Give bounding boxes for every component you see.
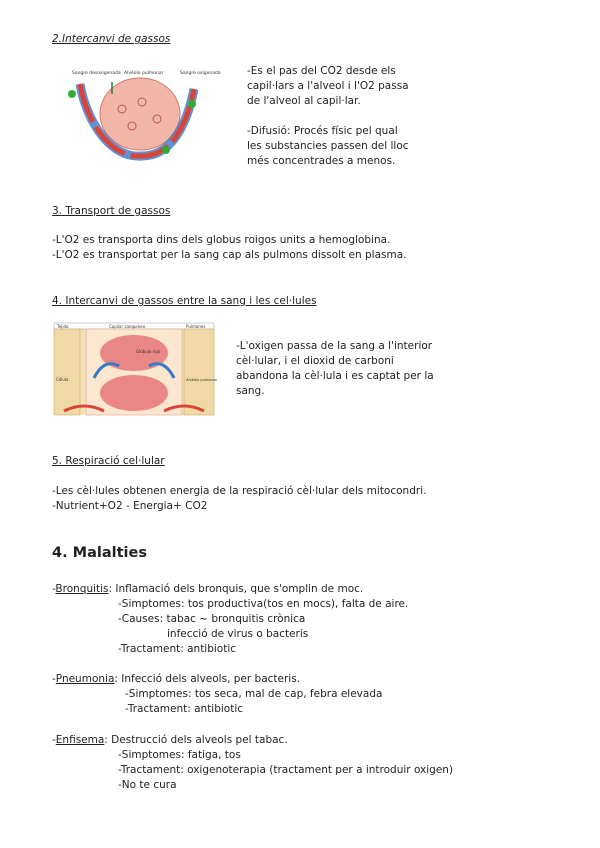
fig-label-oxy: Sangre oxigenada [180,71,221,76]
bronquitis-desc: : Inflamació dels bronquis, que s'omplin de moc. [108,583,364,595]
fig-label-deoxy: Sangre desoxigenada [72,71,121,76]
section-2-title: 2.Intercanvi de gassos [52,33,171,45]
bronquitis-sub: -Simptomes: tos productiva(tos en mocs), falta de aire. [118,598,409,610]
bronquitis-sub: infecció de virus o bacteris [167,628,309,640]
bronquitis-sub: -Causes: tabac ~ bronquitis crònica [118,613,306,625]
pneumonia-name: Pneumonia [55,673,115,685]
s4-line: sang. [236,385,265,397]
cell-exchange-figure [54,323,218,415]
s3-line: -L'O2 es transportat per la sang cap als pulmons dissolt en plasma. [52,249,407,261]
pneumonia-sub: -Tractament: antibiotic [125,703,244,715]
pneumonia-sub: -Simptomes: tos seca, mal de cap, febra elevada [125,688,383,700]
enfisema-sub: -Tractament: oxigenoterapia (tractament per a introduir oxigen) [118,764,454,776]
s2-line: més concentrades a menos. [247,155,396,167]
gas-exchange-figure [62,64,221,164]
fig-label-lungs: Pulmones [186,324,206,329]
section-5-text [52,484,426,514]
fig-label-alveolus: Alvéolo pulmonar [124,71,164,76]
enfisema-sub: -No te cura [118,779,177,791]
s2-line: -Es el pas del CO2 desde els [247,65,396,77]
s4-line: cèl·lular, i el dioxid de carboni [236,355,394,367]
s5-line: -Nutrient+O2 - Energia+ CO2 [52,500,208,512]
section-4-title: 4. Intercanvi de gassos entre la sang i les cel·lules [52,295,317,307]
enfisema-sub: -Simptomes: fatiga, tos [118,749,241,761]
enfisema-desc: : Destrucció dels alveols pel tabac. [104,734,288,746]
section-3-text [52,233,407,263]
section-3-title: 3. Transport de gassos [52,205,171,217]
enfisema-name: Enfisema [55,734,105,746]
bronquitis-block: -Bronquitis: Inflamació dels bronquis, que s'omplin de moc. -Simptomes: tos productiva(tos en mocs), falta de aire. -Causes: tabac ~ bronquitis crònica infecció de virus o bacteris -Tractament: antibiotic [52,583,409,655]
s4-line: abandona la cèl·lula i es captat per la [236,370,434,382]
s5-line: -Les cèl·lules obtenen energia de la respiració cèl·lular dels mitocondri. [52,485,427,497]
s3-line: -L'O2 es transporta dins dels globus roigos units a hemoglobina. [52,234,391,246]
fig-label-cell: Célula [56,377,69,382]
s2-line: capil·lars a l'alveol i l'O2 passa [247,80,409,92]
s2-line: de l'alveol al capil·lar. [247,95,361,107]
pneumonia-block: -Pneumonia: Infecció dels alveols, per bacteris. -Simptomes: tos seca, mal de cap, febra elevada -Tractament: antibiotic [52,673,383,715]
s2-blank [247,109,409,124]
bronquitis-sub: -Tractament: antibiotic [118,643,237,655]
fig-label-rbc: Glóbulo rojo [136,349,161,354]
section-2-text [247,64,409,169]
malalties-title: 4. Malalties [52,545,147,561]
bronquitis-name: Bronquitis [55,583,109,595]
section-4-text [236,339,434,399]
pneumonia-desc: : Infecció dels alveols, per bacteris. [114,673,301,685]
fig-label-alv: Alvéolo pulmonar [186,378,218,382]
s4-line: -L'oxigen passa de la sang a l'interior [236,340,433,352]
s2-line: les substancies passen del lloc [247,140,409,152]
fig-label-tissue: Tejido [57,324,69,329]
s2-line: -Difusió: Procés físic pel qual [247,125,398,137]
fig-label-capillary: Capilar sanguíneo [109,324,146,329]
enfisema-block: -Enfisema: Destrucció dels alveols pel tabac. -Simptomes: fatiga, tos -Tractament: oxigenoterapia (tractament per a introduir oxigen) -No te cura [52,734,454,791]
section-5-title: 5. Respiració cel·lular [52,455,165,467]
